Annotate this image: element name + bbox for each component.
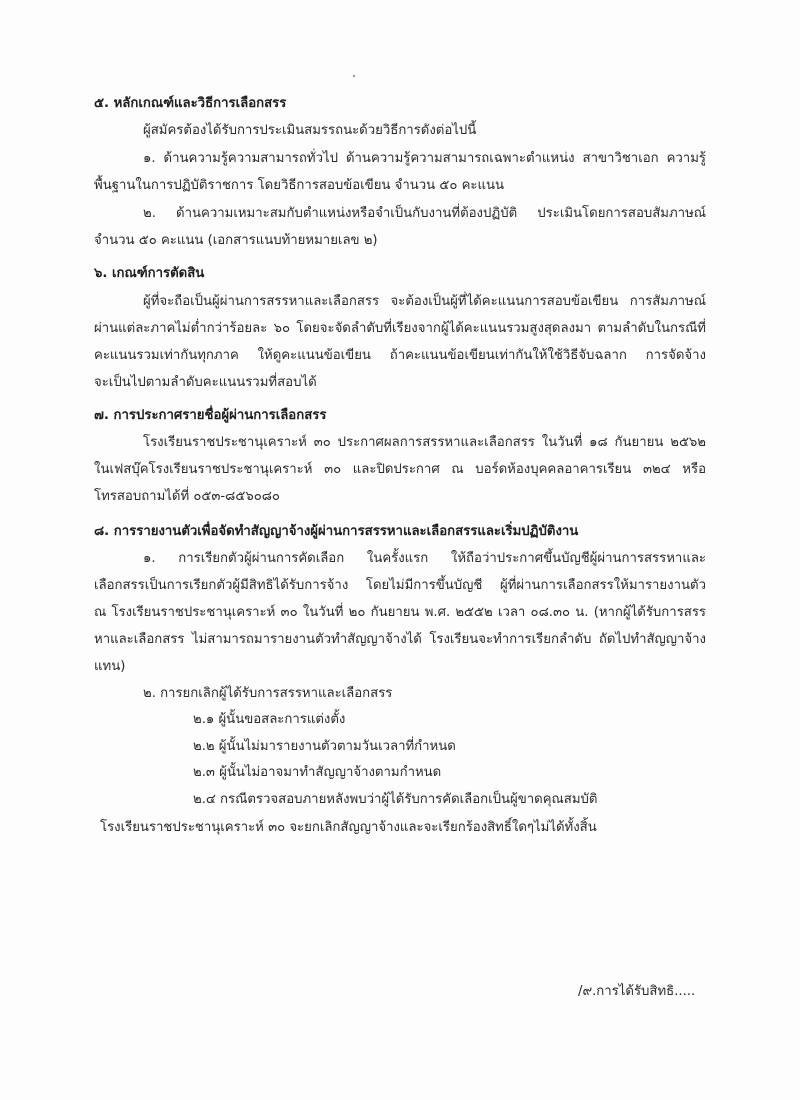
section-6-heading: ๖. เกณฑ์การตัดสิน — [94, 266, 205, 281]
scan-speck — [353, 75, 355, 77]
section-8-item-1-line-1: ๑. การเรียกตัวผู้ผ่านการคัดเลือก ในครั้งแรก ให้ถือว่าประกาศขึ้นบัญชีผู้ผ่านการสรรหาและ — [143, 551, 706, 566]
section-8-item-2: ๒. การยกเลิกผู้ได้รับการสรรหาและเลือกสรร — [143, 686, 393, 701]
section-6-line-4: จะเป็นไปตามลำดับคะแนนรวมที่สอบได้ — [94, 375, 317, 390]
section-6-line-2: ผ่านแต่ละภาคไม่ต่ำกว่าร้อยละ ๖๐ โดยจะจัดลำดับที่เรียงจากผู้ได้คะแนนรวมสูงสุดลงมา ตามลำดับในกรณีที่ — [94, 321, 706, 336]
section-7-line-3: โทรสอบถามได้ที่ ๐๕๓-๘๕๖๐๘๐ — [94, 489, 280, 504]
section-7-line-2: ในเฟสบุ๊คโรงเรียนราชประชานุเคราะห์ ๓๐ และปิดประกาศ ณ บอร์ดห้องบุคคลอาคารเรียน ๓๒๔ หรือ — [94, 462, 706, 477]
section-8-heading: ๘. การรายงานตัวเพื่อจัดทำสัญญาจ้างผู้ผ่านการสรรหาและเลือกสรรและเริ่มปฏิบัติงาน — [94, 524, 579, 539]
section-5-intro: ผู้สมัครต้องได้รับการประเมินสมรรถนะด้วยวิธีการดังต่อไปนี้ — [143, 123, 477, 138]
continuation-note: /๙.การได้รับสิทธิ..... — [578, 984, 696, 999]
section-8-item-2-1: ๒.๑ ผู้นั้นขอสละการแต่งตั้ง — [193, 712, 346, 727]
section-8-item-2-4-line-1: ๒.๔ กรณีตรวจสอบภายหลังพบว่าผู้ได้รับการคัดเลือกเป็นผู้ขาดคุณสมบัติ — [193, 792, 598, 807]
section-5-item-1-line-2: พื้นฐานในการปฏิบัติราชการ โดยวิธีการสอบข้อเขียน จำนวน ๕๐ คะแนน — [94, 178, 505, 193]
section-8-item-1-line-2: เลือกสรรเป็นการเรียกตัวผู้มีสิทธิได้รับการจ้าง โดยไม่มีการขึ้นบัญชี ผู้ที่ผ่านการเลือกสรรให้มารายงานตัว — [94, 578, 706, 593]
section-6-line-1: ผู้ที่จะถือเป็นผู้ผ่านการสรรหาและเลือกสรร จะต้องเป็นผู้ที่ได้คะแนนการสอบข้อเขียน การสัมภาษณ์ — [143, 294, 706, 309]
section-8-item-2-2: ๒.๒ ผู้นั้นไม่มารายงานตัวตามวันเวลาที่กำหนด — [193, 739, 456, 754]
section-6-line-3: คะแนนรวมเท่ากันทุกภาค ให้ดูคะแนนข้อเขียน ถ้าคะแนนข้อเขียนเท่ากันให้ใช้วิธีจับฉลาก การจัดจ้าง — [94, 348, 706, 363]
section-8-item-1-line-3: ณ โรงเรียนราชประชานุเคราะห์ ๓๐ ในวันที่ ๒๐ กันยายน พ.ศ. ๒๕๕๒ เวลา ๐๘.๓๐ น. (หากผู้ได้รับการสรร — [94, 605, 706, 620]
section-5-item-2-line-2: จำนวน ๕๐ คะแนน (เอกสารแนบท้ายหมายเลข ๒) — [94, 233, 378, 248]
section-5-item-1-line-1: ๑. ด้านความรู้ความสามารถทั่วไป ด้านความรู้ความสามารถเฉพาะตำแหน่ง สาขาวิชาเอก ความรู้ — [143, 151, 706, 166]
section-7-heading: ๗. การประกาศรายชื่อผู้ผ่านการเลือกสรร — [94, 408, 327, 423]
section-5-item-2-line-1: ๒. ด้านความเหมาะสมกับตำแหน่งหรือจำเป็นกับงานที่ต้องปฏิบัติ ประเมินโดยการสอบสัมภาษณ์ — [143, 206, 706, 221]
section-5-heading: ๕. หลักเกณฑ์และวิธีการเลือกสรร — [94, 96, 287, 111]
section-8-item-1-line-4: หาและเลือกสรร ไม่สามารถมารายงานตัวทำสัญญาจ้างได้ โรงเรียนจะทำการเรียกลำดับ ถัดไปทำสัญญาจ้าง — [94, 632, 706, 647]
section-8-item-2-3: ๒.๓ ผู้นั้นไม่อาจมาทำสัญญาจ้างตามกำหนด — [193, 765, 442, 780]
section-8-item-2-4-line-2: โรงเรียนราชประชานุเคราะห์ ๓๐ จะยกเลิกสัญญาจ้างและจะเรียกร้องสิทธิ์ใดๆไม่ได้ทั้งสิ้น — [100, 820, 597, 835]
section-8-item-1-line-5: แทน) — [94, 659, 126, 674]
section-7-line-1: โรงเรียนราชประชานุเคราะห์ ๓๐ ประกาศผลการสรรหาและเลือกสรร ในวันที่ ๑๘ กันยายน ๒๕๖๒ — [143, 435, 706, 450]
